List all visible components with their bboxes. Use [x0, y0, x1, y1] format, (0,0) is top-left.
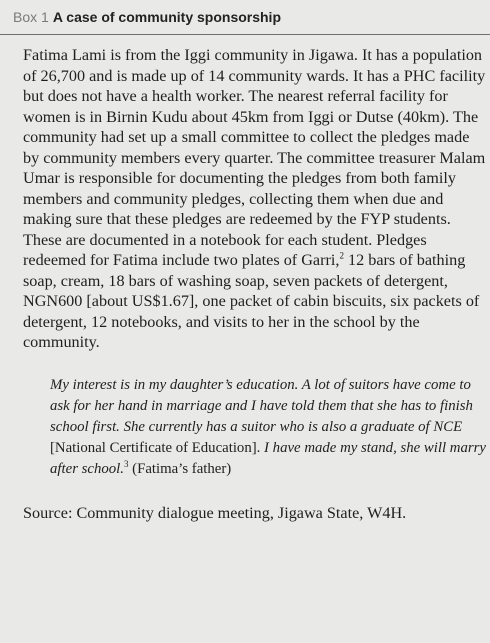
source-line: Source: Community dialogue meeting, Jigawa State, W4H.	[23, 503, 407, 522]
case-text-part1: Fatima Lami is from the Iggi community in Jigawa. It has a population of 26,700 and is made up of 14 community wards. It has a PHC facility but does not have a health worker. The nearest referral facility for women is in Birnin Kudu about 45km from Iggi or Dutse (40km). The community had set up a small committee to collect the pledges made by community members every quarter. The committee treasurer Malam Umar is responsible for documenting the pledges from both family members and community pledges, collecting them when due and making sure that these pledges are redeemed by the FYP students. These are documented in a notebook for each student. Pledges redeemed for Fatima include two plates of Garri,	[23, 46, 486, 269]
quote-italic-1: My interest is in my daughter’s education. A lot of suitors have come to ask for her hand in marriage and I have told them that she has to finish school first. She currently has a suitor who is also a graduate of NCE	[50, 376, 473, 435]
quote-roman-1: [National Certificate of Education].	[50, 440, 261, 457]
footnote-2: 2	[339, 250, 344, 261]
quote-attribution: (Fatima’s father)	[128, 461, 232, 478]
father-quote	[50, 375, 488, 481]
case-paragraph	[23, 45, 486, 353]
footnote-3: 3	[123, 459, 129, 470]
case-text-part2: 12 bars of bathing soap, cream, 18 bars of washing soap, seven packets of detergent, NGN600 [about US$1.67], one packet of cabin biscuits, six packets of detergent, 12 notebooks, and visits to her in the school by the community.	[23, 251, 480, 351]
box-header	[0, 0, 490, 35]
case-description	[23, 45, 486, 353]
box-title: A case of community sponsorship	[52, 9, 282, 25]
quote-italic-2: I have made my stand, she will marry after school.	[50, 440, 486, 478]
box-number: Box 1	[13, 9, 49, 25]
